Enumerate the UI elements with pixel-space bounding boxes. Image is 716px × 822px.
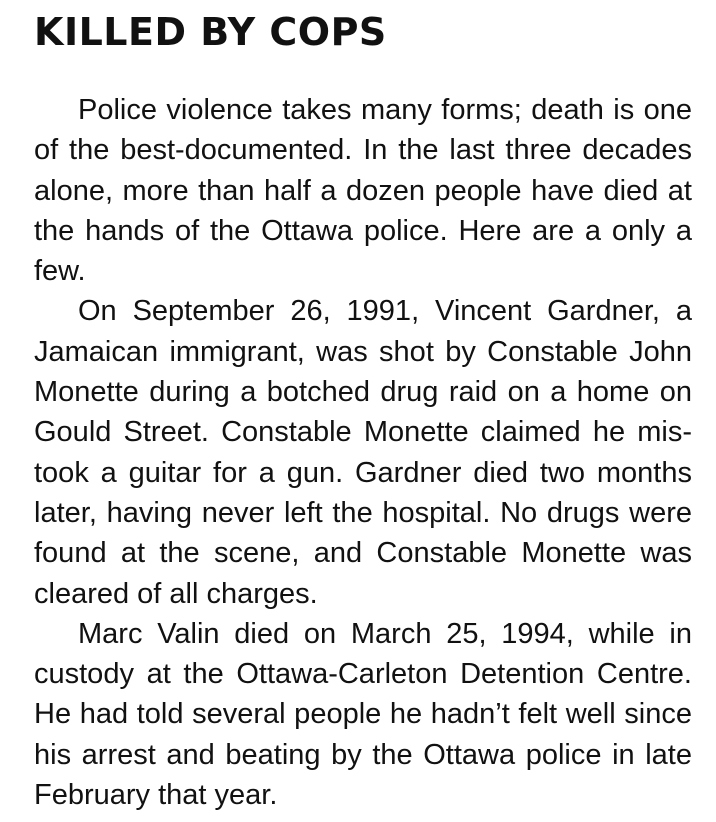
article-title: KILLED BY COPS (34, 10, 387, 54)
paragraph-intro: Police violence takes many forms; death is one of the best-documented. In the last three decades alone, more than half a dozen people have died at the hands of the Ottawa police. Here are a only a few. (34, 94, 692, 288)
paragraph-vincent-gardner: On September 26, 1991, Vincent Gardner, a Jamaican immigrant, was shot by Constable John Monette during a botched drug raid on a home on Gould Street. Constable Monette claimed he mistook a guitar for a gun. Gardner died two months later, having never left the hospital. No drugs were found at the scene, and Constable Monette was cleared of all charges. (34, 295, 692, 610)
article (34, 8, 692, 815)
article-body (34, 90, 692, 815)
paragraph-marc-valin: Marc Valin died on March 25, 1994, while in custody at the Ottawa-Carleton Detention Centre. He had told several people he hadn’t felt well since his arrest and beating by the Ottawa police in late February that year. (34, 617, 692, 812)
